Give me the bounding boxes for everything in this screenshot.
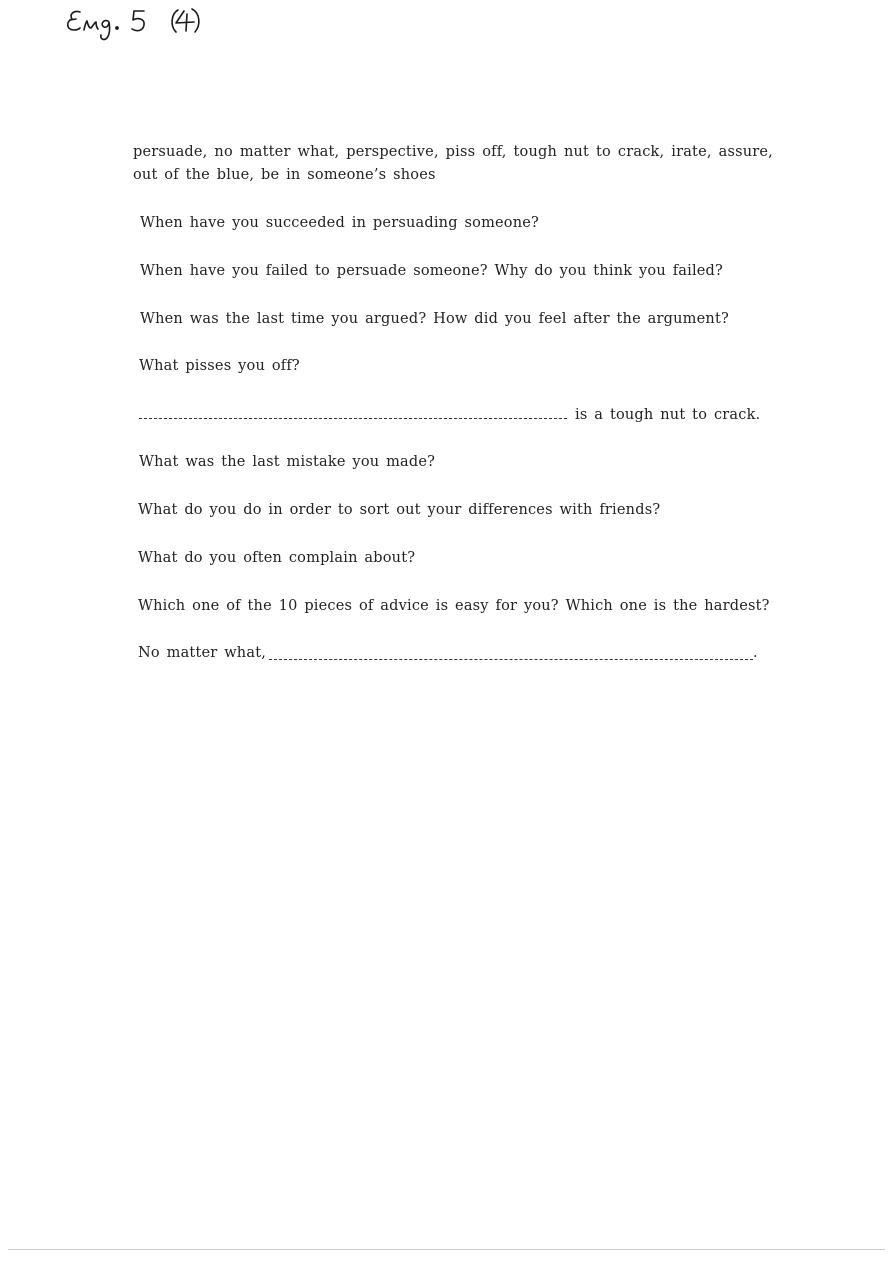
answer-blank-q10 [269,659,753,660]
question-10-period: . [753,645,758,661]
question-6: What was the last mistake you made? [139,454,436,470]
question-3: When was the last time you argued? How did you feel after the argument? [140,311,729,327]
question-4: What pisses you off? [139,358,300,374]
question-9: Which one of the 10 pieces of advice is easy for you? Which one is the hardest? [138,598,770,614]
question-1: When have you succeeded in persuading someone? [140,215,540,231]
handwritten-label-icon [60,0,230,50]
question-7: What do you do in order to sort out your differences with friends? [138,502,661,518]
question-2: When have you failed to persuade someone? Why do you think you failed? [140,263,724,279]
question-8: What do you often complain about? [138,550,416,566]
vocabulary-list: persuade, no matter what, perspective, piss off, tough nut to crack, irate, assure, out of the blue, be in someone’s shoes [133,144,773,183]
question-10-prefix: No matter what, [138,645,267,661]
handwritten-header [60,0,230,50]
question-5-suffix: is a tough nut to crack. [575,407,761,423]
answer-blank-q5 [139,418,567,419]
scan-edge-line [8,1249,885,1250]
